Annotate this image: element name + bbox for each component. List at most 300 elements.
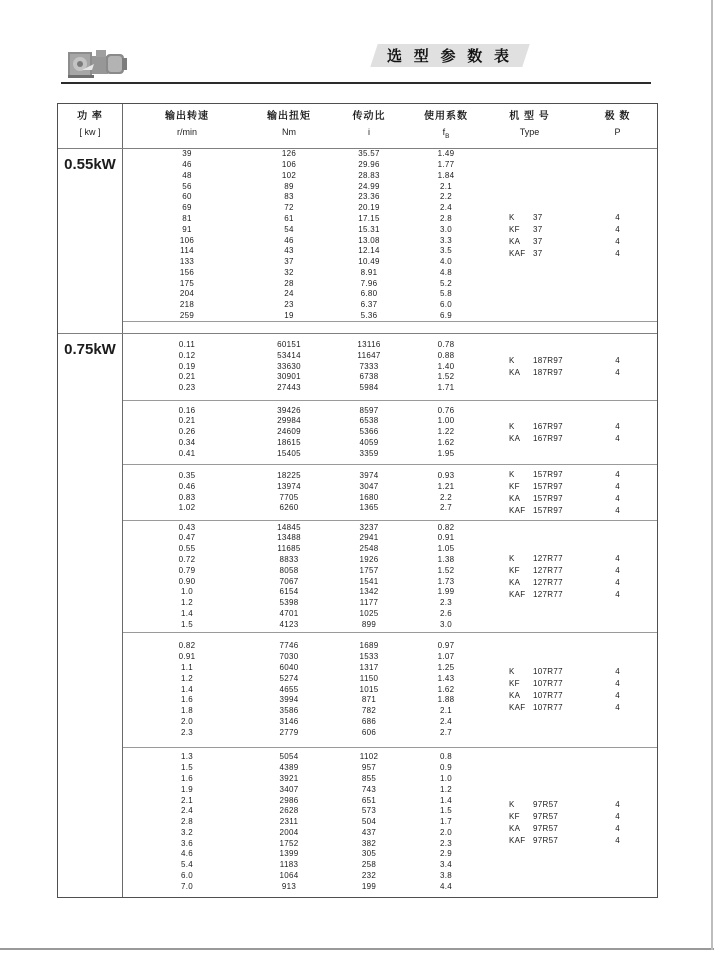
output-speed-value: 1.8 xyxy=(180,706,194,716)
table-row xyxy=(123,289,481,300)
output-speed-value: 56 xyxy=(182,181,192,191)
model-prefix: KAF xyxy=(509,589,526,599)
ratio-value: 7.96 xyxy=(360,278,378,288)
output-speed-value: 1.0 xyxy=(180,587,194,597)
type-row xyxy=(481,678,657,690)
output-torque-value: 3994 xyxy=(279,695,299,705)
model-prefix: KAF xyxy=(509,835,526,845)
ratio-value: 4059 xyxy=(359,437,379,447)
output-speed-value: 1.02 xyxy=(178,503,196,513)
output-speed-value: 114 xyxy=(180,246,194,256)
table-row xyxy=(123,300,481,311)
header-service-factor: 使用系数 $f_B$ xyxy=(424,111,468,140)
table-row xyxy=(123,214,481,225)
table-row xyxy=(123,717,481,728)
table-header-row xyxy=(58,104,657,149)
poles-value: 4 xyxy=(615,493,620,503)
poles-value: 4 xyxy=(615,356,620,365)
output-speed-value: 0.91 xyxy=(178,652,196,662)
table-row xyxy=(123,598,481,609)
output-speed-value: 0.23 xyxy=(178,383,196,393)
service-factor-value: 6.0 xyxy=(439,300,453,310)
model-prefix: KF xyxy=(509,481,520,491)
poles-value: 4 xyxy=(615,565,620,575)
page-scan-edge-bottom xyxy=(0,948,714,950)
model-prefix: K xyxy=(509,421,515,431)
output-speed-value: 2.8 xyxy=(180,817,194,827)
output-torque-value: 24 xyxy=(284,289,294,299)
ratio-value: 651 xyxy=(361,795,377,805)
output-speed-value: 2.3 xyxy=(180,727,194,737)
block-types xyxy=(481,401,657,464)
model-size: 157R97 xyxy=(533,505,563,515)
model-prefix: KA xyxy=(509,577,521,587)
block-value-rows xyxy=(123,334,481,400)
service-factor-value: 1.43 xyxy=(437,673,455,683)
output-torque-value: 1183 xyxy=(279,860,299,870)
output-torque-value: 7067 xyxy=(279,576,299,586)
output-speed-value: 1.2 xyxy=(180,598,194,608)
table-row xyxy=(123,663,481,674)
poles-value: 4 xyxy=(615,421,620,431)
model-size: 167R97 xyxy=(533,421,563,431)
output-speed-value: 175 xyxy=(179,278,195,288)
service-factor-value: 2.6 xyxy=(439,608,453,618)
service-factor-value: 1.49 xyxy=(437,149,455,159)
output-torque-value: 24609 xyxy=(277,427,301,437)
table-row xyxy=(123,785,481,796)
ratio-value: 15.31 xyxy=(358,224,380,234)
model-size: 157R97 xyxy=(533,481,563,491)
ratio-block xyxy=(123,400,657,464)
ratio-value: 6.37 xyxy=(360,300,378,310)
ratio-value: 3237 xyxy=(359,522,379,532)
poles-value: 4 xyxy=(615,667,620,676)
output-torque-value: 72 xyxy=(284,203,294,213)
output-speed-value: 0.34 xyxy=(178,437,196,447)
table-row xyxy=(123,685,481,696)
model-prefix: KF xyxy=(509,679,520,688)
output-speed-value: 1.6 xyxy=(180,695,194,705)
model-size: 127R77 xyxy=(533,565,563,575)
table-row xyxy=(123,577,481,588)
output-speed-value: 6.0 xyxy=(180,871,194,881)
service-factor-value: 2.7 xyxy=(439,503,453,513)
ratio-value: 1342 xyxy=(359,587,379,597)
model-size: 157R97 xyxy=(533,493,563,503)
service-factor-value: 4.8 xyxy=(439,267,453,277)
model-type-value xyxy=(481,565,578,577)
output-speed-value: 46 xyxy=(182,159,192,169)
type-row xyxy=(481,481,657,493)
output-speed-value: 0.82 xyxy=(178,641,196,651)
table-row xyxy=(123,257,481,268)
poles-value: 4 xyxy=(615,433,620,443)
service-factor-value: 2.2 xyxy=(439,492,453,502)
ratio-block xyxy=(123,334,657,400)
table-row xyxy=(123,482,481,493)
table-row xyxy=(123,695,481,706)
block-value-rows xyxy=(123,149,481,322)
page-title: 选 型 参 数 表 xyxy=(386,49,513,65)
output-torque-value: 4123 xyxy=(279,619,299,629)
model-prefix: KA xyxy=(509,823,521,833)
type-row xyxy=(481,577,657,589)
table-row xyxy=(123,279,481,290)
ratio-value: 20.19 xyxy=(358,203,380,213)
model-size: 157R97 xyxy=(533,469,563,479)
output-torque-value: 18615 xyxy=(277,437,301,447)
output-speed-value: 2.1 xyxy=(180,795,194,805)
poles-value: 4 xyxy=(615,469,620,479)
table-row xyxy=(123,752,481,763)
type-row xyxy=(481,589,657,601)
model-size: 37 xyxy=(533,248,543,258)
output-torque-value: 6154 xyxy=(279,587,299,597)
service-factor-value: 5.2 xyxy=(439,278,453,288)
model-type-value xyxy=(481,835,578,847)
model-size: 127R77 xyxy=(533,577,563,587)
poles-value: 4 xyxy=(615,679,620,688)
table-row xyxy=(123,817,481,828)
model-prefix: KA xyxy=(509,236,521,246)
ratio-value: 29.96 xyxy=(358,159,380,169)
service-factor-value: 2.7 xyxy=(439,727,453,737)
output-torque-value: 6040 xyxy=(279,663,299,672)
service-factor-value: 1.07 xyxy=(437,652,455,662)
ratio-value: 899 xyxy=(361,619,377,629)
service-factor-value: 1.21 xyxy=(437,481,455,491)
output-torque-value: 89 xyxy=(284,181,294,191)
header-divider-rule xyxy=(61,82,651,84)
table-row xyxy=(123,406,481,417)
service-factor-value: 1.2 xyxy=(439,784,453,794)
table-row xyxy=(123,555,481,566)
service-factor-value: 1.62 xyxy=(437,684,455,694)
model-type-value xyxy=(481,690,578,702)
output-torque-value: 2779 xyxy=(279,727,299,737)
model-type-value xyxy=(481,212,578,224)
group-blocks xyxy=(123,334,657,897)
output-speed-value: 0.46 xyxy=(178,481,196,491)
model-size: 97R57 xyxy=(533,811,559,821)
output-torque-value: 54 xyxy=(284,224,294,234)
table-row xyxy=(123,351,481,362)
ratio-value: 35.57 xyxy=(358,149,380,159)
header-power-column xyxy=(58,104,123,148)
service-factor-value: 2.3 xyxy=(439,598,453,608)
output-torque-value: 13488 xyxy=(277,533,301,543)
type-row xyxy=(481,690,657,702)
service-factor-value: 1.88 xyxy=(437,695,455,705)
output-speed-value: 1.1 xyxy=(180,663,194,672)
service-factor-value: 6.9 xyxy=(439,311,453,321)
type-row xyxy=(481,702,657,714)
output-torque-value: 3146 xyxy=(279,716,299,726)
service-factor-value: 3.8 xyxy=(439,871,453,881)
page-title-banner xyxy=(370,44,529,67)
poles-value: 4 xyxy=(615,212,620,222)
ratio-value: 382 xyxy=(361,838,377,848)
output-torque-value: 3586 xyxy=(279,706,299,716)
service-factor-value: 3.4 xyxy=(439,860,453,870)
power-group xyxy=(58,149,657,333)
block-value-rows xyxy=(123,521,481,632)
model-type-value xyxy=(481,224,578,236)
table-row xyxy=(123,171,481,182)
output-torque-value: 913 xyxy=(281,881,297,891)
output-torque-value: 13974 xyxy=(277,481,301,491)
service-factor-value: 0.76 xyxy=(437,405,455,415)
output-torque-value: 3921 xyxy=(279,773,299,783)
ratio-value: 8597 xyxy=(359,405,379,415)
block-values xyxy=(123,748,481,897)
poles-value: 4 xyxy=(615,835,620,845)
poles-value: 4 xyxy=(615,553,620,563)
service-factor-value: 1.52 xyxy=(437,565,455,575)
model-type-value xyxy=(481,481,578,493)
ratio-value: 606 xyxy=(361,727,377,737)
block-value-rows xyxy=(123,748,481,897)
service-factor-value: 1.5 xyxy=(439,806,453,816)
table-row xyxy=(123,706,481,717)
service-factor-value: 0.9 xyxy=(439,763,453,773)
service-factor-value: 4.4 xyxy=(439,881,453,891)
service-factor-value: 1.52 xyxy=(437,372,455,382)
service-factor-value: 5.8 xyxy=(439,289,453,299)
type-row xyxy=(481,224,657,236)
output-torque-value: 126 xyxy=(281,149,297,159)
output-torque-value: 6260 xyxy=(279,503,299,513)
block-types xyxy=(481,334,657,400)
model-size: 107R77 xyxy=(533,703,563,712)
ratio-value: 957 xyxy=(361,763,377,773)
ratio-block xyxy=(123,747,657,897)
ratio-value: 28.83 xyxy=(358,170,380,180)
output-speed-value: 1.4 xyxy=(180,608,194,618)
model-size: 167R97 xyxy=(533,433,563,443)
model-type-value xyxy=(481,811,578,823)
model-type-value xyxy=(481,433,578,445)
output-speed-value: 48 xyxy=(182,170,192,180)
model-size: 127R77 xyxy=(533,589,563,599)
ratio-value: 3974 xyxy=(359,470,379,480)
ratio-value: 6.80 xyxy=(360,289,378,299)
block-value-rows xyxy=(123,633,481,747)
model-size: 127R77 xyxy=(533,553,563,563)
model-type-value xyxy=(481,355,578,367)
output-speed-value: 1.9 xyxy=(180,784,194,794)
type-row xyxy=(481,823,657,835)
model-type-value xyxy=(481,367,578,379)
gearmotor-logo-image xyxy=(66,44,130,82)
output-speed-value: 0.35 xyxy=(178,470,196,480)
service-factor-value: 2.1 xyxy=(439,181,453,191)
table-row xyxy=(123,471,481,482)
ratio-value: 1015 xyxy=(359,684,379,694)
ratio-value: 1689 xyxy=(359,641,379,651)
model-prefix: K xyxy=(509,356,515,365)
model-prefix: KAF xyxy=(509,703,526,712)
model-size: 37 xyxy=(533,212,543,222)
output-speed-value: 0.47 xyxy=(178,533,196,543)
output-torque-value: 32 xyxy=(284,267,294,277)
service-factor-value: 3.0 xyxy=(439,619,453,629)
model-prefix: K xyxy=(509,667,515,676)
model-prefix: K xyxy=(509,212,515,222)
type-row xyxy=(481,236,657,248)
service-factor-value: 1.77 xyxy=(437,159,455,169)
header-model-type: 机 型 号 Type xyxy=(509,111,550,137)
power-group xyxy=(58,333,657,897)
ratio-value: 11647 xyxy=(357,350,381,360)
service-factor-value: 1.71 xyxy=(437,383,455,393)
output-torque-value: 1752 xyxy=(279,838,299,848)
table-row xyxy=(123,340,481,351)
table-row xyxy=(123,383,481,394)
output-torque-value: 5054 xyxy=(279,752,299,762)
output-speed-value: 0.26 xyxy=(178,427,196,437)
type-row xyxy=(481,248,657,260)
service-factor-value: 0.78 xyxy=(437,340,455,349)
ratio-value: 6738 xyxy=(359,372,379,382)
service-factor-value: 1.62 xyxy=(437,437,455,447)
type-row xyxy=(481,565,657,577)
poles-value: 4 xyxy=(615,703,620,712)
ratio-value: 8.91 xyxy=(360,267,378,277)
service-factor-value: 1.0 xyxy=(439,773,453,783)
table-row xyxy=(123,544,481,555)
output-torque-value: 1399 xyxy=(279,849,299,859)
table-row xyxy=(123,849,481,860)
ratio-value: 782 xyxy=(361,706,377,716)
output-torque-value: 2986 xyxy=(279,795,299,805)
ratio-block xyxy=(123,149,657,322)
model-size: 37 xyxy=(533,224,543,234)
model-size: 107R77 xyxy=(533,667,563,676)
service-factor-value: 0.82 xyxy=(437,522,455,532)
type-row xyxy=(481,355,657,367)
ratio-value: 504 xyxy=(361,817,377,827)
output-speed-value: 0.55 xyxy=(178,544,196,554)
table-row xyxy=(123,416,481,427)
table-row xyxy=(123,192,481,203)
output-speed-value: 106 xyxy=(179,235,195,245)
output-torque-value: 53414 xyxy=(277,350,301,360)
output-speed-value: 0.41 xyxy=(178,448,196,458)
output-torque-value: 8833 xyxy=(279,554,299,564)
service-factor-value: 1.95 xyxy=(437,448,455,458)
output-torque-value: 4701 xyxy=(279,608,299,618)
service-factor-value: 1.4 xyxy=(439,795,453,805)
model-prefix: KF xyxy=(509,811,520,821)
poles-value: 4 xyxy=(615,589,620,599)
output-torque-value: 8058 xyxy=(279,565,299,575)
block-types xyxy=(481,748,657,897)
output-torque-value: 46 xyxy=(284,235,294,245)
poles-value: 4 xyxy=(615,481,620,491)
output-speed-value: 39 xyxy=(182,149,192,159)
table-row xyxy=(123,362,481,373)
header-poles: 极 数 P xyxy=(604,111,631,137)
ratio-value: 232 xyxy=(361,871,377,881)
service-factor-value: 0.97 xyxy=(437,641,455,651)
ratio-value: 23.36 xyxy=(358,192,380,202)
table-row xyxy=(123,268,481,279)
model-type-value xyxy=(481,421,578,433)
service-factor-value: 2.8 xyxy=(439,213,453,223)
header-ratio: 传动比 i xyxy=(352,111,386,137)
service-factor-value: 0.93 xyxy=(437,470,455,480)
output-speed-value: 7.0 xyxy=(180,881,194,891)
table-row xyxy=(123,566,481,577)
table-row xyxy=(123,587,481,598)
model-prefix: K xyxy=(509,799,515,809)
output-speed-value: 0.21 xyxy=(178,372,196,382)
output-speed-value: 133 xyxy=(179,257,195,267)
table-row xyxy=(123,806,481,817)
table-row xyxy=(123,311,481,322)
service-factor-value: 2.1 xyxy=(439,706,453,716)
ratio-value: 5.36 xyxy=(360,311,378,321)
block-value-rows xyxy=(123,465,481,520)
table-row xyxy=(123,160,481,171)
type-row xyxy=(481,493,657,505)
ratio-value: 3047 xyxy=(359,481,379,491)
table-row xyxy=(123,728,481,739)
output-torque-value: 3407 xyxy=(279,784,299,794)
table-row xyxy=(123,236,481,247)
output-torque-value: 2628 xyxy=(279,806,299,816)
output-speed-value: 0.90 xyxy=(178,576,196,586)
model-type-value xyxy=(481,553,578,565)
header-power-label: 功 率 xyxy=(77,111,103,122)
ratio-value: 686 xyxy=(361,716,377,726)
type-row xyxy=(481,367,657,379)
ratio-value: 1680 xyxy=(359,492,379,502)
output-torque-value: 19 xyxy=(284,311,294,321)
power-column-cell xyxy=(58,149,123,333)
header-power-unit: [ kw ] xyxy=(79,127,101,137)
output-speed-value: 1.3 xyxy=(180,752,194,762)
service-factor-value: 2.9 xyxy=(439,849,453,859)
ratio-value: 13116 xyxy=(357,340,381,349)
table-row xyxy=(123,449,481,460)
block-values xyxy=(123,401,481,464)
output-torque-value: 5398 xyxy=(279,598,299,608)
ratio-value: 10.49 xyxy=(358,257,380,267)
table-row xyxy=(123,503,481,514)
block-values xyxy=(123,149,481,322)
power-column-cell xyxy=(58,334,123,897)
output-torque-value: 83 xyxy=(284,192,294,202)
output-speed-value: 0.11 xyxy=(178,340,196,349)
ratio-block xyxy=(123,632,657,747)
poles-value: 4 xyxy=(615,236,620,246)
ratio-value: 1541 xyxy=(359,576,379,586)
group-blocks xyxy=(123,149,657,322)
table-row xyxy=(123,839,481,850)
type-row xyxy=(481,666,657,678)
output-speed-value: 81 xyxy=(182,213,192,223)
table-row xyxy=(123,149,481,160)
output-torque-value: 29984 xyxy=(277,416,301,426)
type-row xyxy=(481,811,657,823)
ratio-value: 258 xyxy=(361,860,377,870)
model-type-value xyxy=(481,505,578,517)
output-torque-value: 7705 xyxy=(279,492,299,502)
output-speed-value: 0.19 xyxy=(178,361,196,371)
